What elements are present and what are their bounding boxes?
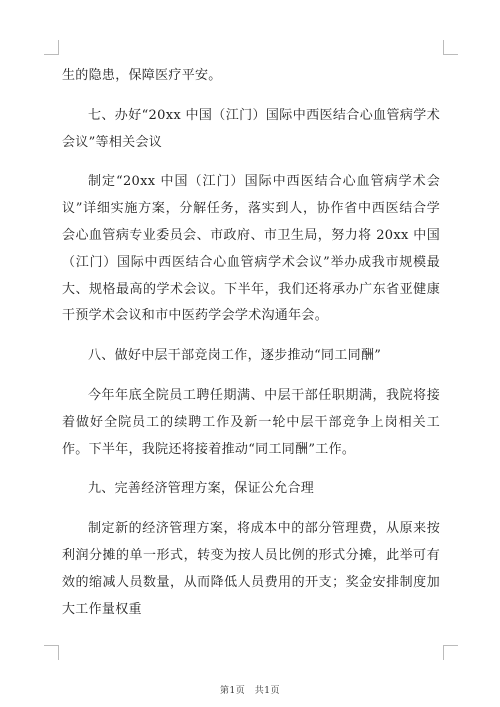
crop-mark-bottom-right (443, 645, 458, 660)
section-heading-eight: 八、做好中层干部竞岗工作，逐步推动“同工同酬” (88, 348, 382, 364)
page-footer: 第1页 共1页 (220, 686, 280, 696)
section-heading-seven: 七、办好“20xx 中国（江门）国际中西医结合心血管病学术会议”等相关会议 (62, 107, 440, 150)
crop-mark-top-right (443, 40, 458, 55)
crop-mark-top-left (44, 40, 59, 55)
paragraph-economic-management: 制定新的经济管理方案，将成本中的部分管理费，从原来按利润分摊的单一形式，转变为按人员比例的形式分摊，此举可有效的缩减人员数量，从而降低人员费用的开支；奖金安排制度加大工作量权重 (62, 521, 440, 617)
document-body (62, 63, 440, 623)
paragraph-conference-plan: 制定“20xx 中国（江门）国际中西医结合心血管病学术会议”详细实施方案，分解任务，落实到人，协作省中西医结合学会心血管病专业委员会、市政府、市卫生局，努力将 20xx 中国（江门）国际中西医结合心血管病学术会议”举办成我市规模最大、规格最高的学术会议。下半年，我们还将承办广东省亚健康干预学术会议和市中医药学会学术沟通年会。 (62, 174, 440, 324)
crop-mark-bottom-left (44, 645, 59, 660)
paragraph-continuation: 生的隐患，保障医疗平安。 (62, 68, 222, 83)
section-heading-nine: 九、完善经济管理方案，保证公允合理 (88, 481, 315, 497)
paragraph-staff-appointment: 今年年底全院员工聘任期满、中层干部任职期满，我院将接着做好全院员工的续聘工作及新一轮中层干部竞争上岗相关工作。下半年，我院还将接着推动“同工同酬”工作。 (62, 387, 440, 457)
